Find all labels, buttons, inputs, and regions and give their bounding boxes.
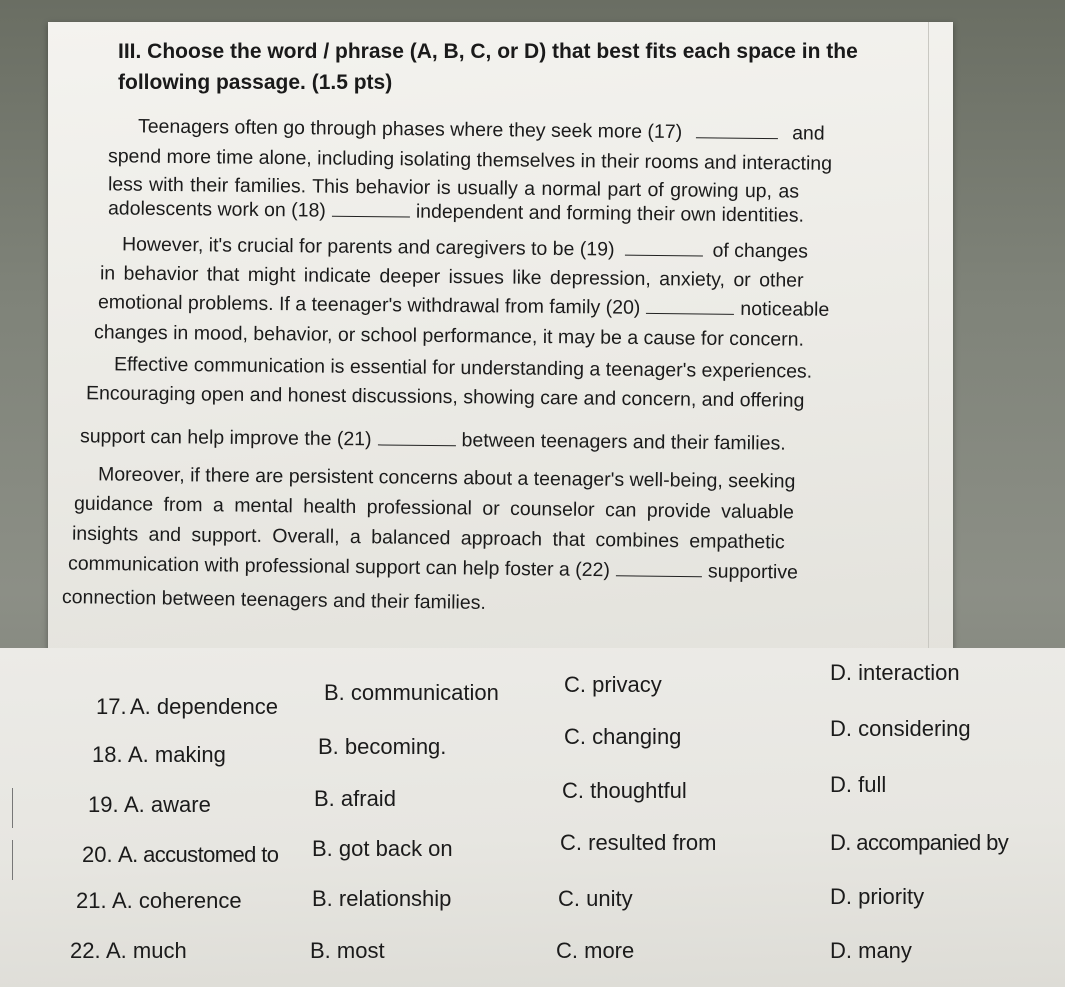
option-19-a[interactable]: A. aware — [124, 792, 211, 817]
passage-line: Effective communication is essential for understanding a teenager's experiences. — [113, 353, 813, 383]
option-20-c[interactable]: C. resulted from — [560, 830, 717, 855]
option-19-b[interactable]: B. afraid — [314, 786, 396, 811]
passage-line: connection between teenagers and their families. — [61, 586, 486, 614]
option-21-d[interactable]: D. priority — [830, 884, 925, 909]
option-18-c[interactable]: C. changing — [564, 724, 682, 749]
question-number: 21. — [76, 888, 107, 913]
passage-line: guidance from a mental health professional or counselor can provide valuable — [73, 492, 795, 524]
option-21-c[interactable]: C. unity — [558, 886, 633, 911]
margin-mark — [12, 788, 13, 828]
blank-17[interactable] — [696, 121, 778, 139]
margin-mark — [12, 840, 13, 880]
blank-20[interactable] — [646, 297, 734, 315]
passage-line: emotional problems. If a teenager's withdrawal from family (20) noticeable — [97, 291, 830, 321]
option-20-d[interactable]: D. accompanied by — [830, 830, 1009, 855]
option-20-a[interactable]: A. accustomed to — [118, 842, 279, 867]
option-18-b[interactable]: B. becoming. — [318, 734, 447, 759]
option-20-b[interactable]: B. got back on — [312, 836, 453, 861]
option-21-b[interactable]: B. relationship — [312, 886, 452, 911]
passage-line: However, it's crucial for parents and caregivers to be (19) of changes — [121, 233, 809, 263]
passage-line: in behavior that might indicate deeper issues like depression, anxiety, or other — [99, 262, 804, 292]
option-19-c[interactable]: C. thoughtful — [562, 778, 687, 803]
passage-line: communication with professional support can help foster a (22) supportive — [67, 552, 799, 584]
passage-line: Teenagers often go through phases where they seek more (17) and — [137, 115, 825, 145]
passage-line: adolescents work on (18) independent and forming their own identities. — [107, 197, 805, 227]
option-22-b[interactable]: B. most — [310, 938, 385, 963]
blank-22[interactable] — [616, 559, 702, 577]
passage-line: changes in mood, behavior, or school performance, it may be a cause for concern. — [93, 321, 805, 351]
passage-line: insights and support. Overall, a balanced approach that combines empathetic — [71, 522, 785, 554]
option-18-a[interactable]: A. making — [128, 742, 226, 767]
option-22-a[interactable]: A. much — [106, 938, 187, 963]
question-number: 22. — [70, 938, 101, 963]
blank-21[interactable] — [378, 428, 456, 446]
page-rule — [928, 22, 929, 662]
option-22-d[interactable]: D. many — [830, 938, 912, 963]
option-17-b[interactable]: B. communication — [324, 680, 499, 705]
option-21-a[interactable]: A. coherence — [112, 888, 242, 913]
blank-18[interactable] — [332, 200, 410, 218]
question-number: 17. — [96, 694, 127, 719]
passage-line: Encouraging open and honest discussions, showing care and concern, and offering — [85, 382, 805, 412]
option-17-a[interactable]: A. dependence — [130, 694, 279, 719]
option-17-d[interactable]: D. interaction — [830, 660, 960, 685]
passage-line: less with their families. This behavior is usually a normal part of growing up, as — [107, 173, 800, 203]
option-22-c[interactable]: C. more — [556, 938, 635, 963]
question-number: 19. — [88, 792, 119, 817]
blank-19[interactable] — [624, 239, 702, 257]
question-number: 20. — [82, 842, 113, 867]
option-19-d[interactable]: D. full — [830, 772, 887, 797]
passage-line: Moreover, if there are persistent concerns about a teenager's well-being, seeking — [97, 463, 796, 493]
option-17-c[interactable]: C. privacy — [564, 672, 662, 697]
question-number: 18. — [92, 742, 123, 767]
passage-line: spend more time alone, including isolating themselves in their rooms and interacting — [107, 145, 833, 175]
section-heading: III. Choose the word / phrase (A, B, C, or D) that best fits each space in the following passage. (1.5 pts) — [118, 40, 858, 94]
option-18-d[interactable]: D. considering — [830, 716, 971, 741]
passage-line: support can help improve the (21) between teenagers and their families. — [79, 425, 786, 455]
